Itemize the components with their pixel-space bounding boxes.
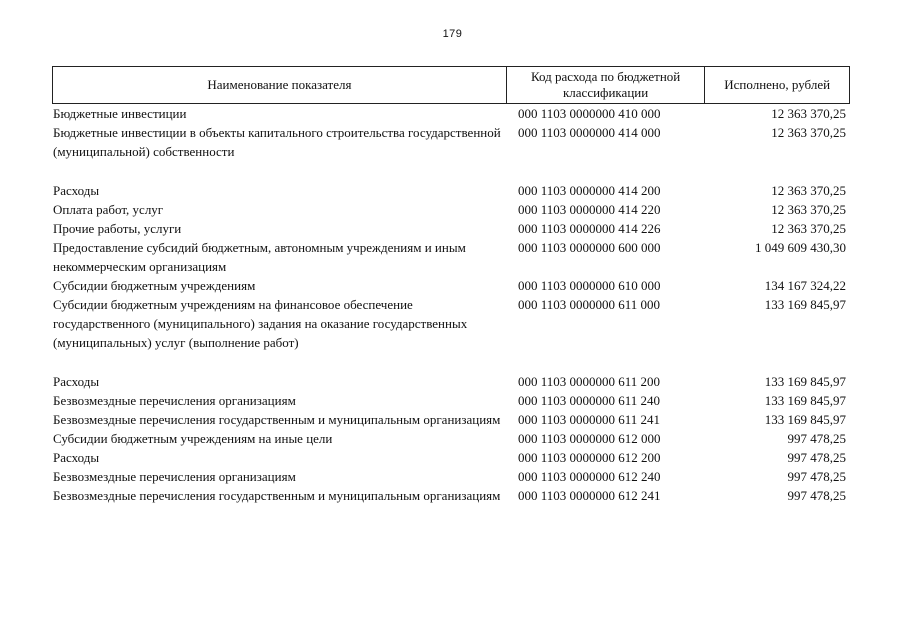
table-row — [52, 429, 850, 448]
table-row — [52, 181, 850, 200]
row-code: 000 1103 0000000 611 000 — [518, 297, 661, 312]
row-name: Субсидии бюджетным учреждениям на иные цели — [53, 431, 333, 446]
row-amount: 134 167 324,22 — [764, 278, 846, 293]
row-code: 000 1103 0000000 610 000 — [518, 278, 661, 293]
row-amount: 12 363 370,25 — [771, 221, 846, 236]
row-code: 000 1103 0000000 414 226 — [518, 221, 661, 236]
row-name: Безвозмездные перечисления государственным и муниципальным организациям — [53, 488, 501, 503]
row-name: Безвозмездные перечисления организациям — [53, 393, 296, 408]
row-code: 000 1103 0000000 612 241 — [518, 488, 661, 503]
page-number: 179 — [442, 28, 463, 40]
table-row — [52, 486, 850, 505]
table-row — [52, 372, 850, 391]
table-row — [52, 104, 850, 123]
table-row — [52, 448, 850, 467]
row-name: Расходы — [53, 450, 100, 465]
table-row — [52, 219, 850, 238]
header-code-column: Код расхода по бюджетной классификации — [506, 67, 705, 103]
row-amount: 997 478,25 — [787, 431, 846, 446]
row-amount: 997 478,25 — [787, 488, 846, 503]
row-name: Безвозмездные перечисления организациям — [53, 469, 296, 484]
table-row — [52, 123, 850, 161]
budget-table — [52, 66, 850, 505]
table-row — [52, 276, 850, 295]
row-code: 000 1103 0000000 611 200 — [518, 374, 661, 389]
table-body — [52, 104, 850, 505]
row-name: Расходы — [53, 374, 100, 389]
table-row — [52, 391, 850, 410]
row-name: Оплата работ, услуг — [53, 202, 164, 217]
row-amount: 1 049 609 430,30 — [755, 240, 846, 255]
row-code: 000 1103 0000000 611 241 — [518, 412, 661, 427]
table-row — [52, 467, 850, 486]
row-name: Субсидии бюджетным учреждениям — [53, 278, 256, 293]
row-code: 000 1103 0000000 414 000 — [518, 125, 661, 140]
table-header — [52, 66, 850, 104]
table-row — [52, 200, 850, 219]
row-amount: 997 478,25 — [787, 450, 846, 465]
row-name: Бюджетные инвестиции в объекты капитального строительства государственной (муниципальной) собственности — [53, 125, 501, 159]
row-code: 000 1103 0000000 611 240 — [518, 393, 661, 408]
row-name: Прочие работы, услуги — [53, 221, 182, 236]
row-code: 000 1103 0000000 414 220 — [518, 202, 661, 217]
row-name: Субсидии бюджетным учреждениям на финансовое обеспечение государственного (муниципального) задания на оказание государственных (муниципальных) услуг (выполнение работ) — [53, 297, 468, 350]
row-name: Безвозмездные перечисления государственным и муниципальным организациям — [53, 412, 501, 427]
row-name: Бюджетные инвестиции — [53, 106, 187, 121]
row-amount: 133 169 845,97 — [764, 297, 846, 312]
row-name: Предоставление субсидий бюджетным, автономным учреждениям и иным некоммерческим организациям — [53, 240, 466, 274]
header-amount-column: Исполнено, рублей — [704, 67, 849, 103]
row-amount: 133 169 845,97 — [764, 374, 846, 389]
row-amount: 12 363 370,25 — [771, 202, 846, 217]
row-code: 000 1103 0000000 612 000 — [518, 431, 661, 446]
header-name-column: Наименование показателя — [207, 77, 352, 92]
table-row — [52, 238, 850, 276]
row-code: 000 1103 0000000 600 000 — [518, 240, 661, 255]
table-row — [52, 410, 850, 429]
row-code: 000 1103 0000000 414 200 — [518, 183, 661, 198]
row-amount: 133 169 845,97 — [764, 412, 846, 427]
row-amount: 12 363 370,25 — [771, 125, 846, 140]
row-spacer — [52, 352, 850, 372]
row-amount: 12 363 370,25 — [771, 106, 846, 121]
row-amount: 12 363 370,25 — [771, 183, 846, 198]
row-spacer — [52, 161, 850, 181]
row-code: 000 1103 0000000 410 000 — [518, 106, 661, 121]
row-code: 000 1103 0000000 612 240 — [518, 469, 661, 484]
row-amount: 997 478,25 — [787, 469, 846, 484]
row-amount: 133 169 845,97 — [764, 393, 846, 408]
table-row — [52, 295, 850, 352]
row-code: 000 1103 0000000 612 200 — [518, 450, 661, 465]
row-name: Расходы — [53, 183, 100, 198]
